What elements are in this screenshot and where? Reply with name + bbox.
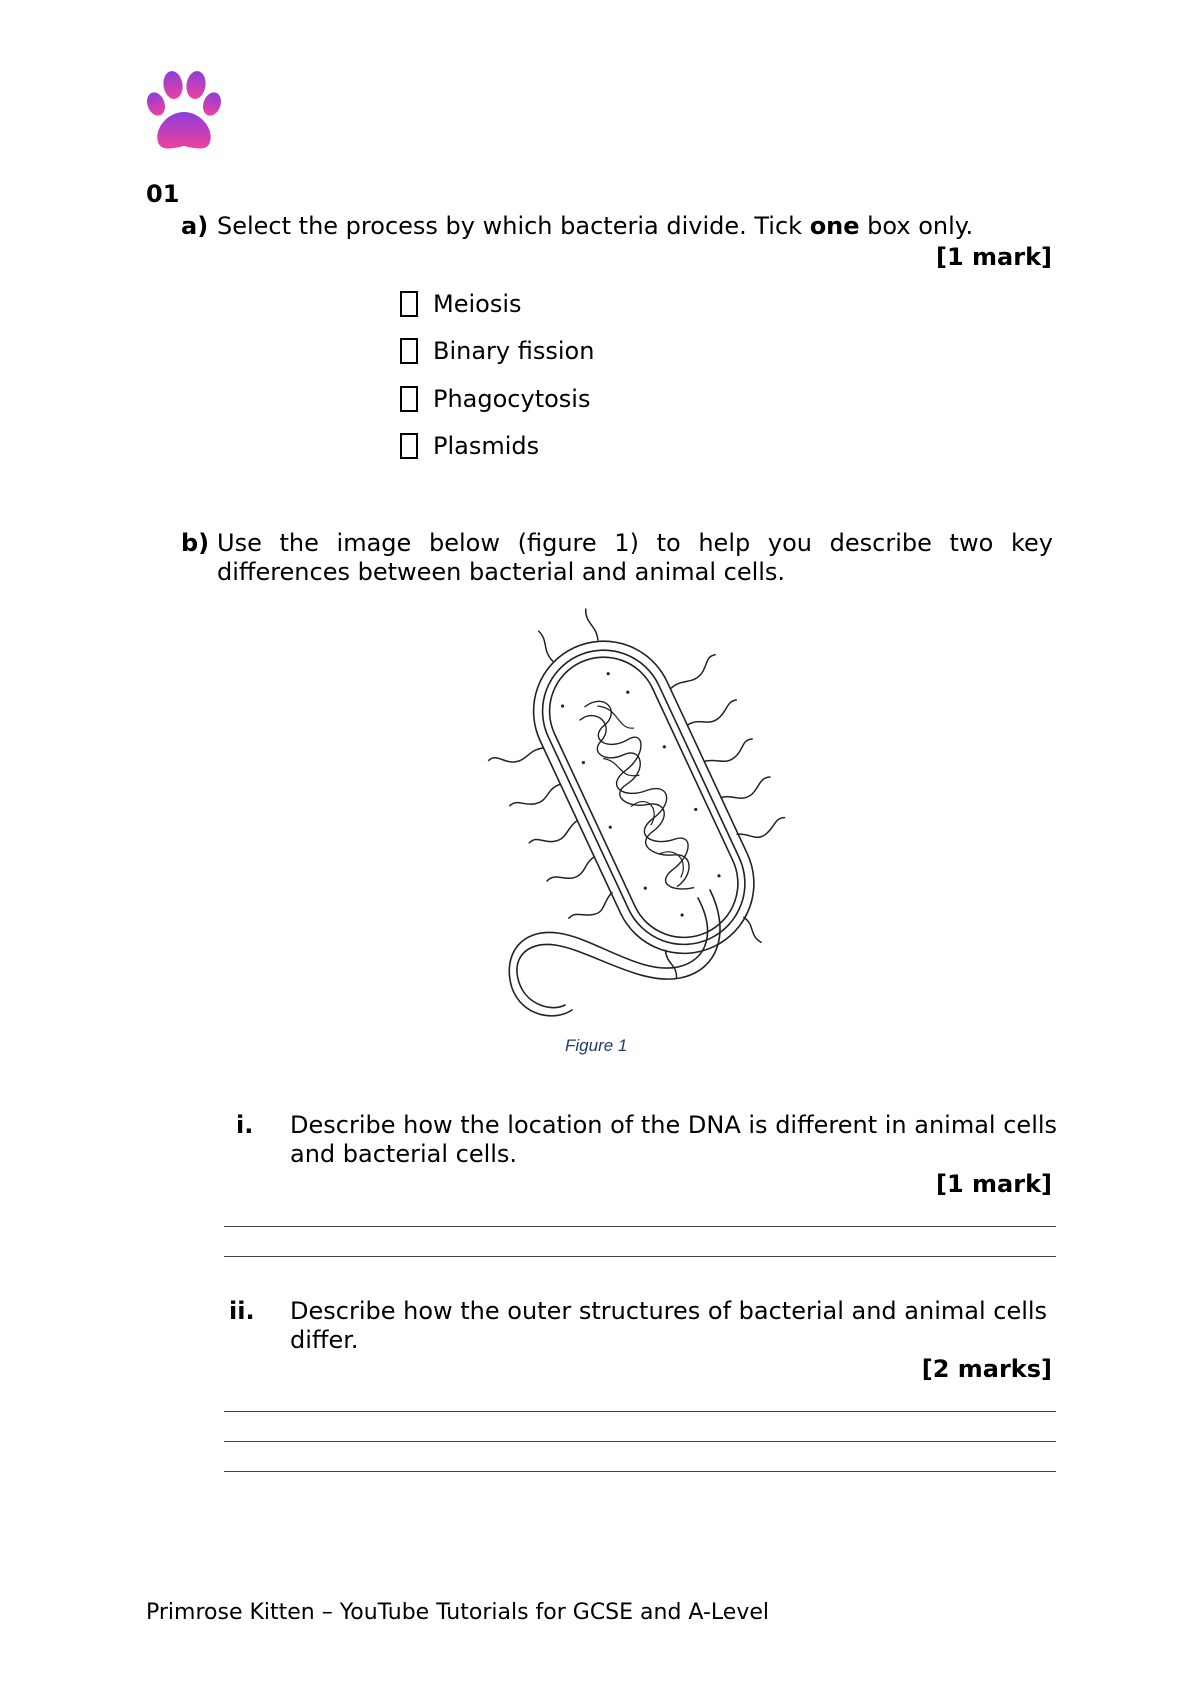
- sub-i-question: [290, 1111, 1057, 1169]
- option-label: Binary fission: [433, 337, 595, 365]
- answer-line[interactable]: [224, 1441, 1056, 1442]
- checkbox[interactable]: [400, 433, 418, 459]
- answer-line[interactable]: [224, 1411, 1056, 1412]
- word: below: [428, 529, 500, 557]
- option-label: Meiosis: [433, 290, 522, 318]
- sub-i-label: i.: [236, 1111, 254, 1139]
- word: you: [767, 529, 812, 557]
- word: (figure: [517, 529, 597, 557]
- part-b-line-1: [217, 529, 1053, 558]
- word: 1): [614, 529, 639, 557]
- footer: Primrose Kitten – YouTube Tutorials for GCSE and A-Level: [146, 1600, 769, 1625]
- part-a-question: [217, 212, 973, 241]
- word: key: [1010, 529, 1053, 557]
- checkbox[interactable]: [400, 338, 418, 364]
- checkbox[interactable]: [400, 386, 418, 412]
- part-b-line-2: differences between bacterial and animal cells.: [217, 558, 786, 586]
- option-meiosis[interactable]: [400, 290, 522, 318]
- answer-line[interactable]: [224, 1471, 1056, 1472]
- ribosomes: [549, 662, 736, 929]
- part-a-text-before: Select the process by which bacteria divide. Tick: [217, 212, 810, 240]
- figure-caption: Figure 1: [565, 1036, 628, 1055]
- dna-loops: [582, 696, 699, 885]
- option-phagocytosis[interactable]: [400, 385, 590, 413]
- word: the: [279, 529, 319, 557]
- pili: [480, 600, 810, 1014]
- word: describe: [829, 529, 932, 557]
- sub-ii-label: ii.: [229, 1297, 255, 1325]
- word: Use: [217, 529, 262, 557]
- word: image: [336, 529, 412, 557]
- sub-i-marks: [1 mark]: [936, 1170, 1052, 1198]
- sub-i-line-2: and bacterial cells.: [290, 1140, 518, 1168]
- answer-line[interactable]: [224, 1256, 1056, 1257]
- word: help: [698, 529, 751, 557]
- option-label: Plasmids: [433, 432, 540, 460]
- part-a-marks: [1 mark]: [936, 243, 1052, 271]
- part-a-label: a): [181, 212, 209, 240]
- sub-ii-question: [290, 1297, 1047, 1355]
- sub-i-line-1: Describe how the location of the DNA is different in animal cells: [290, 1111, 1058, 1139]
- flagellum-inner: [509, 898, 707, 1016]
- part-a-text-bold: one: [809, 212, 860, 240]
- sub-ii-line-2: differ.: [290, 1326, 359, 1354]
- sub-ii-marks: [2 marks]: [921, 1355, 1052, 1383]
- word: two: [949, 529, 994, 557]
- option-binary-fission[interactable]: [400, 337, 594, 365]
- sub-ii-line-1: Describe how the outer structures of bacterial and animal cells: [290, 1297, 1048, 1325]
- answer-line[interactable]: [224, 1226, 1056, 1227]
- paw-logo-icon: [146, 70, 222, 152]
- option-plasmids[interactable]: [400, 432, 539, 460]
- part-b-question: [217, 529, 1053, 587]
- checkbox[interactable]: [400, 291, 418, 317]
- word: to: [656, 529, 681, 557]
- option-label: Phagocytosis: [433, 385, 591, 413]
- bacterium-figure: [480, 600, 810, 1030]
- part-a-text-after: box only.: [859, 212, 974, 240]
- question-number: 01: [146, 180, 180, 208]
- part-b-label: b): [181, 529, 210, 557]
